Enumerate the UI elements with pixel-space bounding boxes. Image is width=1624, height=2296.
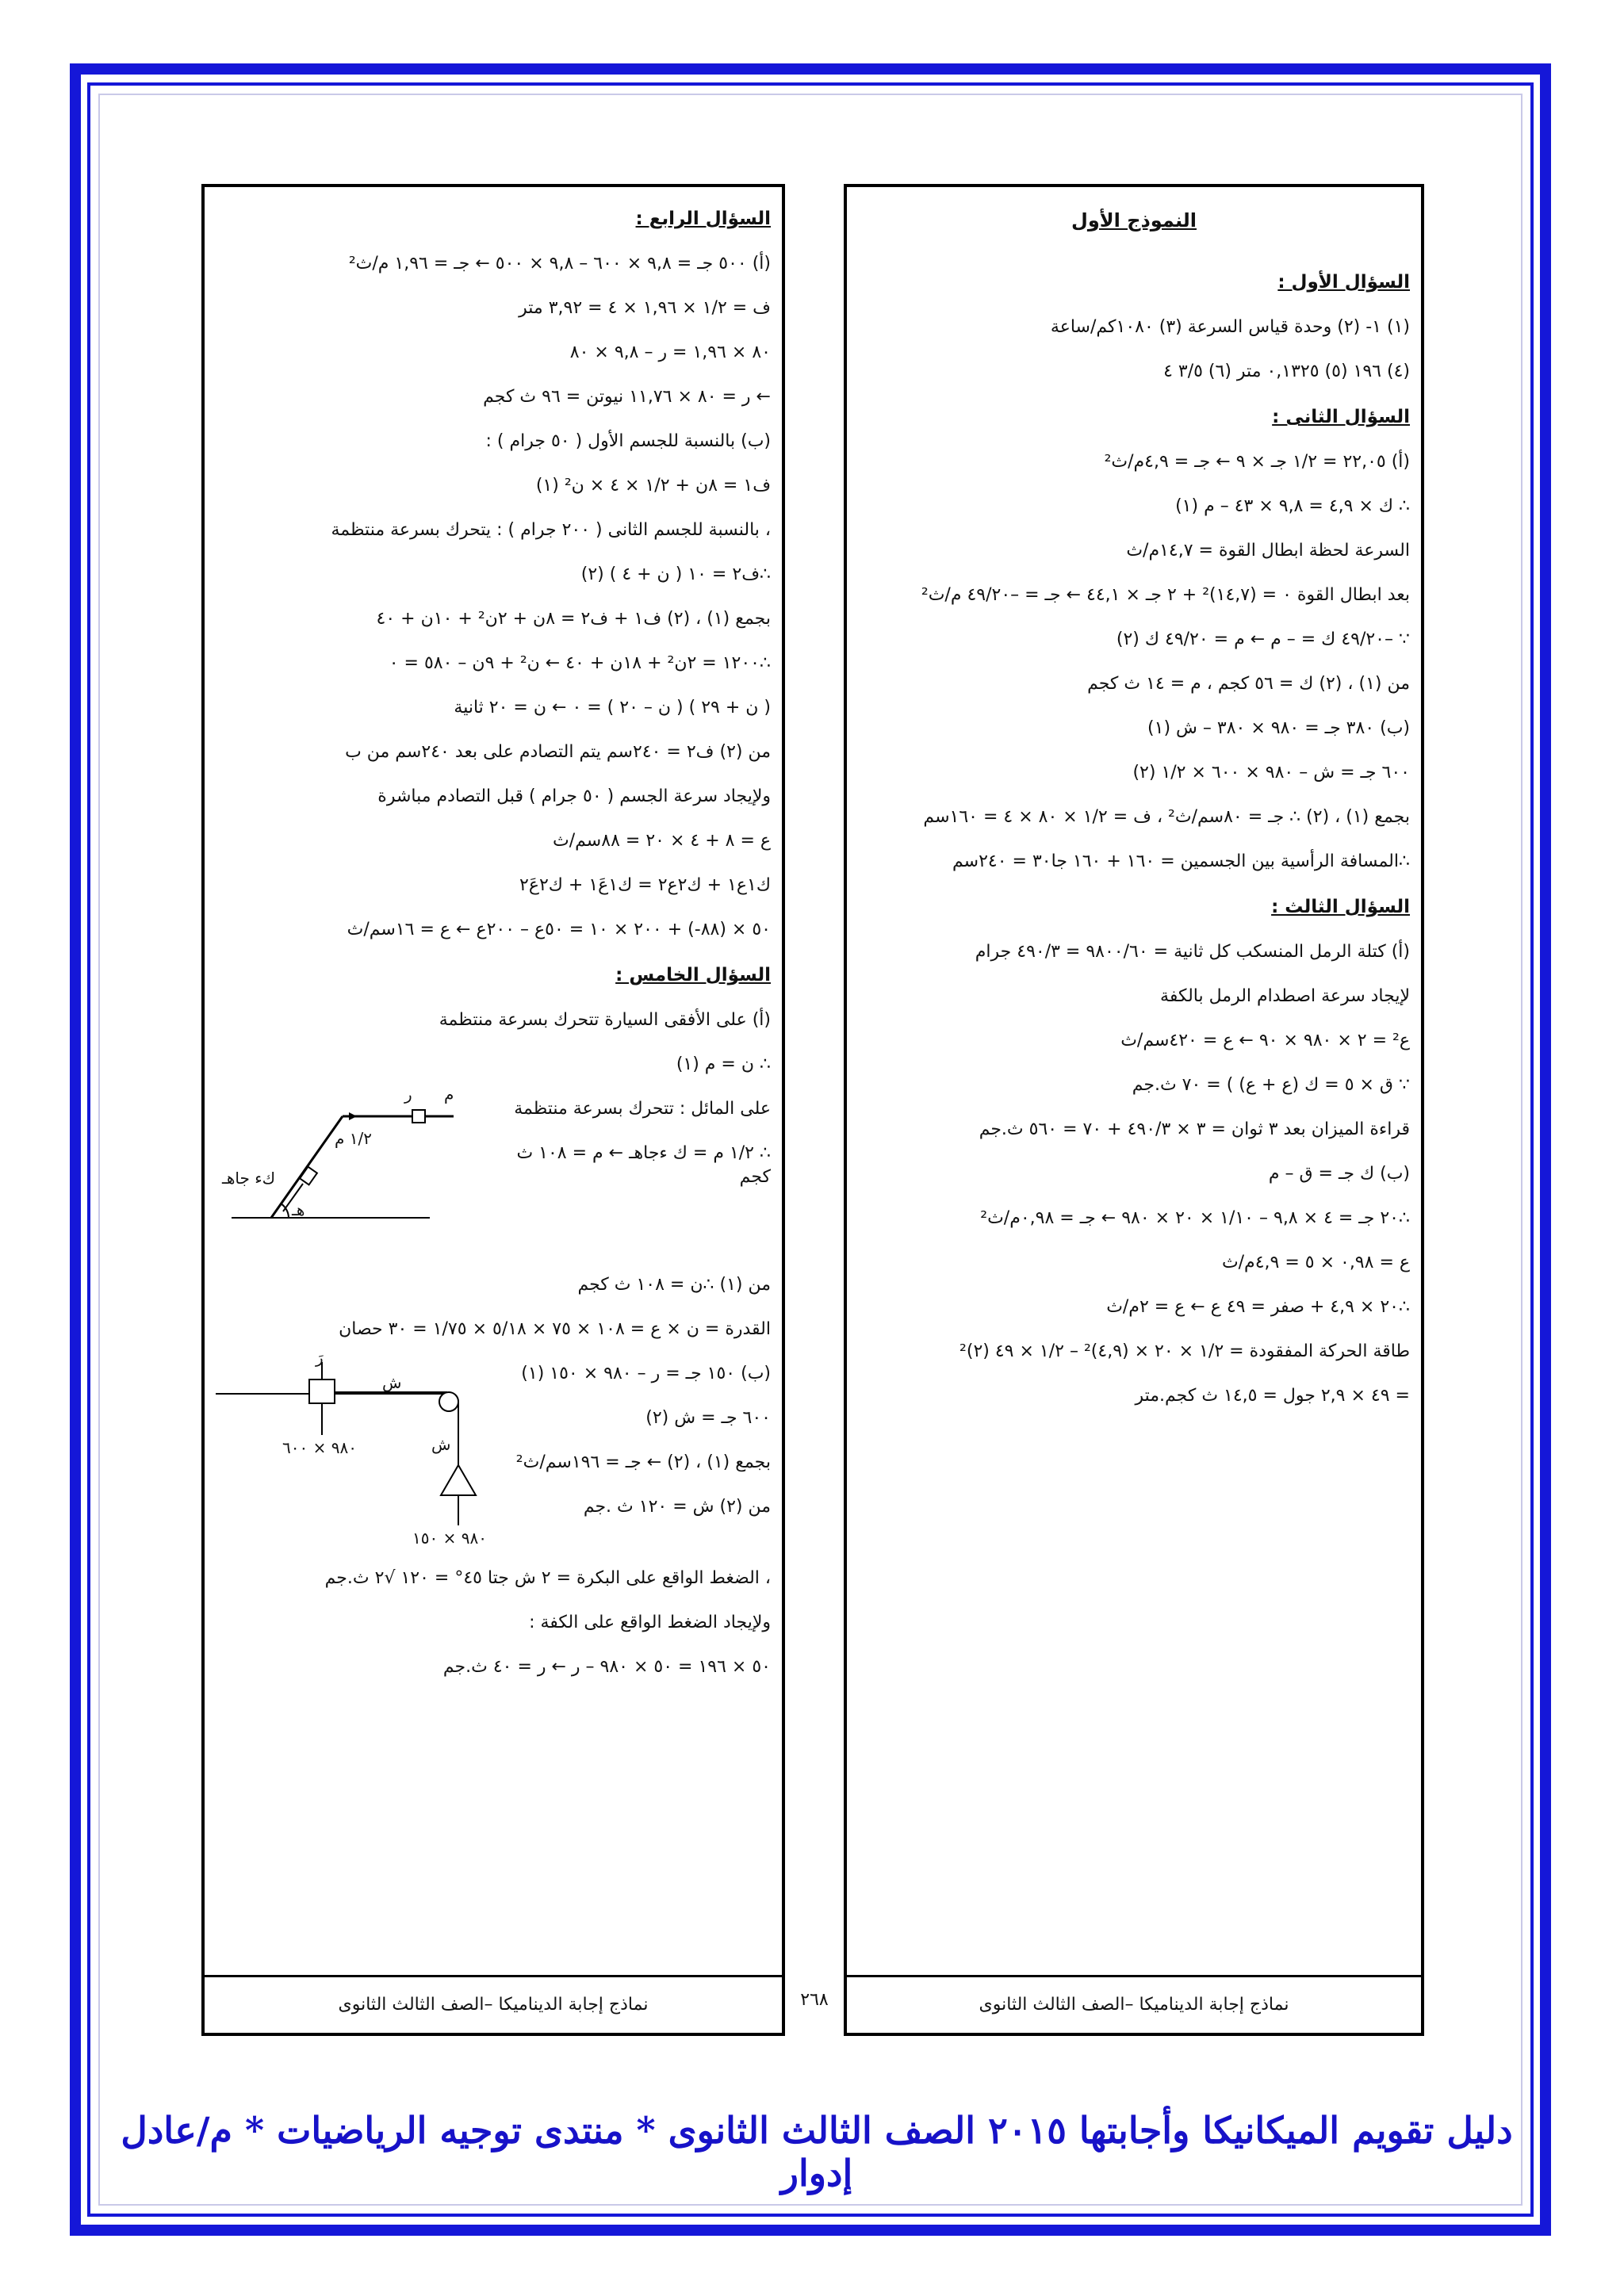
q4-line: ← ر = ٨٠ × ١١,٧٦ نيوتن = ٩٦ ث كجم [483,387,771,407]
q4-line: ( ن + ٢٩ ) ( ن – ٢٠ ) = ٠ ← ن = ٢٠ ثانية [454,698,771,718]
q5-diagram-text [485,1053,771,1186]
page-number: ٢٦٨ [800,1990,829,2010]
q5-line: (ب) ١٥٠ جـ = ر – ٩٨٠ × ١٥٠ (١) [521,1364,771,1383]
q3-line: (أ) كتلة الرمل المنسكب كل ثانية = ٩٨٠٠/٦٠ = ٤٩٠/٣ جرام [975,942,1410,962]
q1-line: (٤) ١٩٦ (٥) ٠,١٣٢٥ متر (٦) ٣/٥ ٤ [1163,362,1410,381]
label-tension-horizontal: ش [382,1373,402,1392]
left-column-footer: نماذج إجابة الديناميكا –الصف الثالث الثانوى [205,1975,782,2033]
q4-line: ع = ٨ + ٤ × ٢٠ = ٨٨سم/ث [553,831,771,851]
q5-line: ، الضغط الواقع على البكرة = ٢ ش جتا ٤٥° = ١٢٠ √٢ ث.جم [324,1568,771,1588]
incline-diagram-block [216,1053,771,1259]
q5-line: بجمع (١) ، (٢) ← جـ = ١٩٦سم/ث² [515,1452,771,1472]
q3-line: طاقة الحركة المفقودة = ١/٢ × ٢٠ × (٤,٩)² – ١/٢ × ٤٩ (٢)² [959,1341,1410,1361]
q4-line: (أ) ٥٠٠ جـ = ٩,٨ × ٦٠٠ – ٩,٨ × ٥٠٠ ← جـ = ١,٩٦ م/ث² [348,254,771,274]
q4-line: ٨٠ × ١,٩٦ = ر – ٩,٨ × ٨٠ [569,342,771,362]
q4-line: من (٢) ف٢ = ٢٤٠سم يتم التصادم على بعد ٢٤٠سم من ب [345,742,771,762]
label-half-m: ١/٢ م [335,1129,372,1148]
q5-line: ٥٠ × ١٩٦ = ٥٠ × ٩٨٠ – ر ← ر = ٤٠ ث.جم [442,1657,771,1677]
label-tension-vertical: ش [431,1435,451,1454]
right-column-body [858,200,1410,1957]
q2-line: السرعة لحظة ابطال القوة = ١٤,٧م/ث [1126,541,1410,561]
q2-line: (ب) ٣٨٠ جـ = ٩٨٠ × ٣٨٠ – ش (١) [1147,718,1410,738]
q3-line: ع = ٠,٩٨ × ٥ = ٤,٩م/ث [1221,1253,1410,1272]
q5-line: من (٢) ش = ١٢٠ ث .جم [583,1497,771,1517]
model-title: النموذج الأول [1071,209,1197,232]
right-column-footer: نماذج إجابة الديناميكا –الصف الثالث الثانوى [847,1975,1421,2033]
q2-heading: السؤال الثانى : [1272,407,1410,427]
q4-line: ∴ف٢ = ١٠ ( ن + ٤ ) (٢) [580,564,771,584]
q2-line: ∵ –٤٩/٢٠ ك = – م ← م = ٤٩/٢٠ ك (٢) [1116,629,1410,649]
label-reaction: رَ [316,1348,324,1367]
label-weight-component: كء جاهـ [222,1169,276,1188]
q3-line: لإيجاد سرعة اصطدام الرمل بالكفة [1160,986,1410,1006]
q5-line: القدرة = ن × ع = ١٠٨ × ٧٥ × ٥/١٨ × ١/٧٥ = ٣٠ حصان [339,1319,771,1339]
q3-line: قراءة الميزان بعد ٣ ثوان = ٣ × ٤٩٠/٣ + ٧٠ = ٥٦٠ ث.جم [979,1119,1410,1139]
pulley-diagram-block [216,1348,771,1552]
label-m1: م [444,1085,454,1104]
q5-line: ٦٠٠ جـ = ش (٢) [645,1408,771,1428]
q5-line: ∴ ن = م (١) [676,1054,771,1074]
q2-line: بجمع (١) ، (٢) ∴ جـ = ٨٠سم/ث² ، ف = ١/٢ × ٨٠ × ٤ = ١٦٠سم [923,807,1410,827]
label-weight-pan: ٩٨٠ × ١٥٠ [412,1529,487,1548]
q4-line: (ب) بالنسبة للجسم الأول ( ٥٠ جرام ) : [485,431,771,451]
q2-line: ∴ ك × ٤,٩ = ٩,٨ × ٤٣ – م (١) [1175,496,1410,516]
q5-line: على المائل : تتحرك بسرعة منتظمة [514,1099,771,1119]
q2-line: (أ) ٢٢,٠٥ = ١/٢ جـ × ٩ ← جـ = ٤,٩م/ث² [1104,452,1410,472]
q5-line: ∴ ١/٢ م = ك ءجاهـ ← م = ١٠٨ ث كجم [516,1143,771,1187]
pulley-diagram [216,1362,469,1552]
q5-line: ولإيجاد الضغط الواقع على الكفة : [529,1613,771,1632]
q4-line: ، بالنسبة للجسم الثانى ( ٢٠٠ جرام ) : يتحرك بسرعة منتظمة [331,520,771,540]
q5-heading: السؤال الخامس : [615,965,771,985]
q2-line: ∴المسافة الرأسية بين الجسمين = ١٦٠ + ١٦٠ جا٣٠ = ٢٤٠سم [952,851,1410,871]
label-r1: ر [404,1085,412,1104]
label-angle: هـ [292,1200,305,1219]
q2-line: ٦٠٠ جـ = ش – ٩٨٠ × ٦٠٠ × ١/٢ (٢) [1132,763,1410,783]
q4-line: بجمع (١) ، (٢) ف١ + ف٢ = ٨ن + ٢ن² + ١٠ن + ٤٠ [376,609,771,629]
q3-line: ∴٢٠ × ٤,٩ + صفر = ٤٩ ع ← ع = ٢م/ث [1106,1297,1410,1317]
q1-heading: السؤال الأول : [1277,272,1410,293]
left-column-body [216,200,771,1957]
q4-line: ولإيجاد سرعة الجسم ( ٥٠ جرام ) قبل التصادم مباشرة [377,786,771,806]
label-weight-block: ٩٨٠ × ٦٠٠ [282,1438,357,1457]
q1-line: (١) ١- (٢) وحدة قياس السرعة (٣) ١٠٨٠كم/ساعة [1050,317,1410,337]
q2-line: من (١) ، (٢) ك = ٥٦ كجم ، م = ١٤ ث كجم [1087,674,1410,694]
q3-line: ∵ ق × ٥ = ك (ع + ع) ) = ٧٠ ث.جم [1132,1075,1410,1095]
q5b-diagram-text [469,1362,771,1540]
left-column [201,184,785,2036]
q5-line: (أ) على الأفقى السيارة تتحرك بسرعة منتظمة [439,1010,771,1030]
bottom-banner: دليل تقويم الميكانيكا وأجابتها ٢٠١٥ الصف الثالث الثانوى * منتدى توجيه الرياضيات * م/عادل إدوار [121,2109,1513,2195]
q4-line: ف = ١/٢ × ١,٩٦ × ٤ = ٣,٩٢ متر [519,298,771,318]
q2-line: بعد ابطال القوة ٠ = (١٤,٧)² + ٢ جـ × ٤٤,١ ← جـ = –٤٩/٢٠ م/ث² [921,585,1410,605]
q4-line: ٥٠ × (٨٨-) + ٢٠٠ × ١٠ = ٥٠ع – ٢٠٠ع ← ع = ١٦سم/ث [347,920,771,939]
q3-line: = ٤٩ × ٢,٩ جول = ١٤,٥ ث كجم.متر [1135,1386,1410,1406]
right-column [844,184,1424,2036]
incline-diagram [216,1053,454,1259]
q5-line: من (١) ∴ن = ١٠٨ ث كجم [577,1275,771,1295]
q3-line: (ب) ك جـ = ق – م [1268,1164,1410,1184]
q3-heading: السؤال الثالث : [1271,897,1410,917]
q4-line: ف١ = ٨ن + ١/٢ × ٤ × ن² (١) [535,476,771,496]
q4-line: ك١ع١ + ك٢ع٢ = ك١ع١َ + ك٢ع٢َ [519,875,771,895]
q3-line: ∴٢٠ جـ = ٤ × ٩,٨ – ١/١٠ × ٢٠ × ٩٨٠ ← جـ = ٠,٩٨م/ث² [980,1208,1410,1228]
q4-heading: السؤال الرابع : [635,209,771,229]
q3-line: ع² = ٢ × ٩٨٠ × ٩٠ ← ع = ٤٢٠سم/ث [1120,1031,1410,1050]
q4-line: ∴١٢٠٠ = ٢ن² + ١٨ن + ٤٠ ← ن² + ٩ن – ٥٨٠ = ٠ [389,653,771,673]
